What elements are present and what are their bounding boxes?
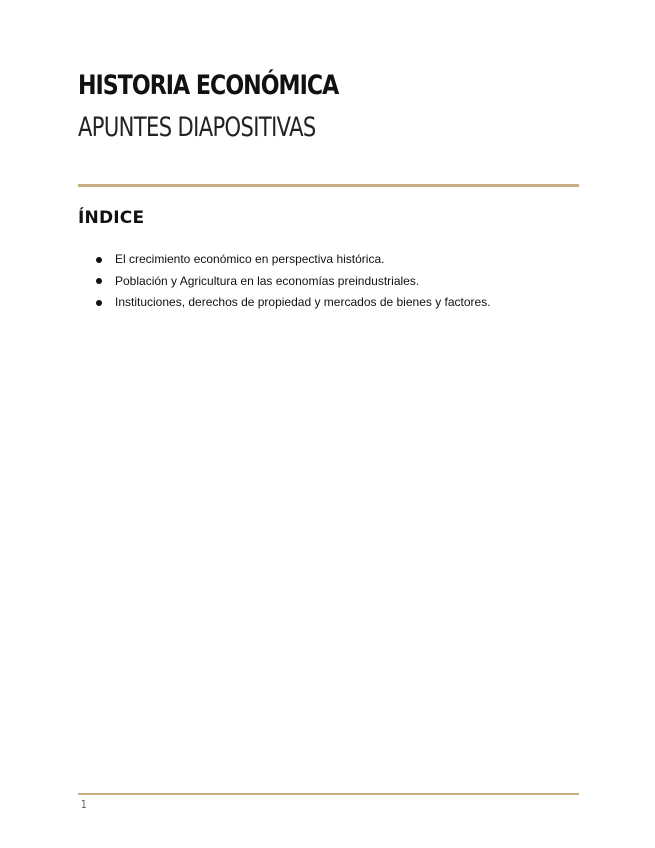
- list-item-text: Población y Agricultura en las economías preindustriales.: [115, 273, 420, 288]
- page-number: 1: [81, 798, 87, 811]
- index-heading: ÍNDICE: [78, 208, 145, 228]
- document-subtitle: APUNTES DIAPOSITIVAS: [78, 112, 316, 143]
- footer-divider: [78, 793, 579, 795]
- list-item-text: El crecimiento económico en perspectiva histórica.: [115, 252, 385, 266]
- bullet-icon: [96, 300, 102, 306]
- header-divider: [78, 184, 579, 187]
- list-item-text: Instituciones, derechos de propiedad y mercados de bienes y factores.: [115, 295, 491, 309]
- bullet-icon: [96, 257, 102, 263]
- document-title: HISTORIA ECONÓMICA: [78, 70, 339, 101]
- bullet-icon: [96, 278, 102, 284]
